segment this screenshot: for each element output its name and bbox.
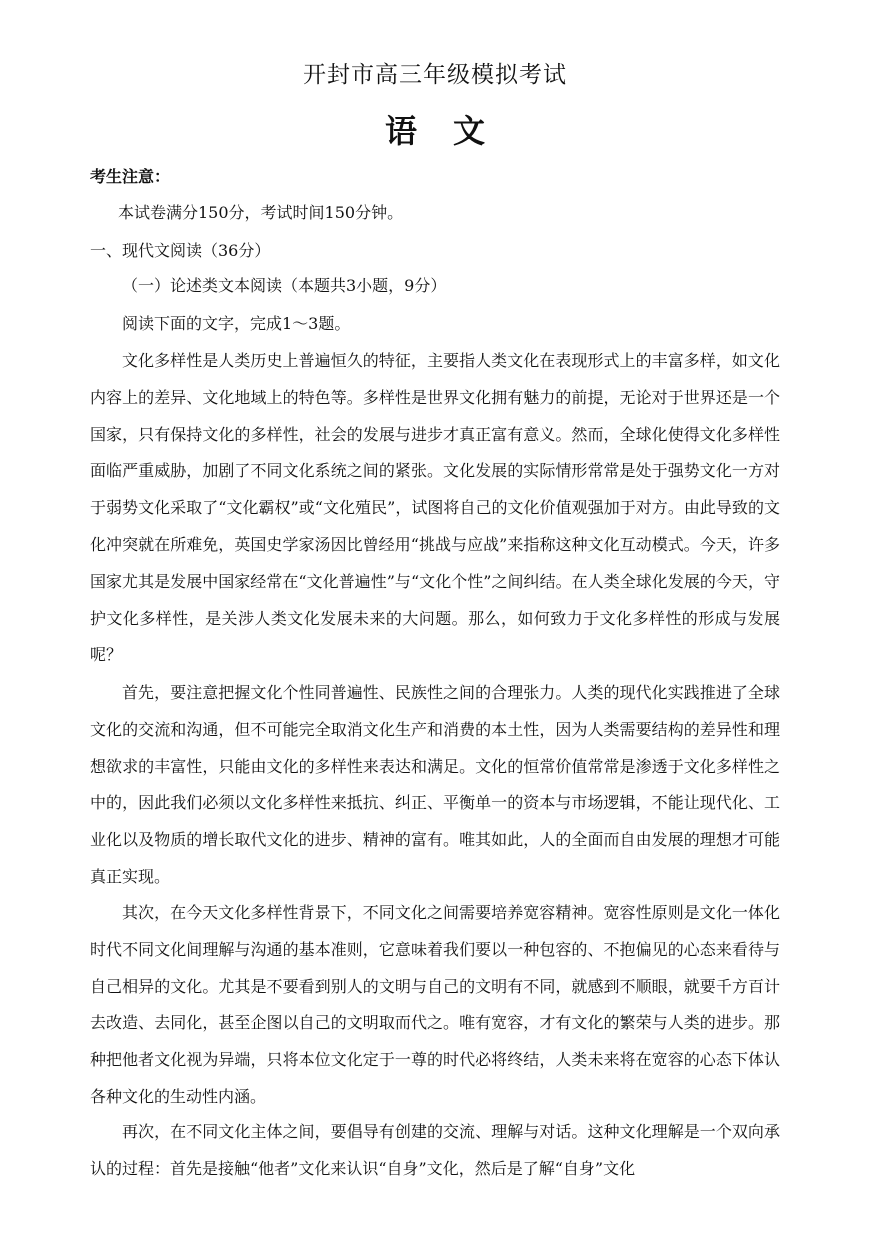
exam-title: 开封市高三年级模拟考试 <box>303 62 567 88</box>
passage-paragraph: 文化多样性是人类历史上普遍恒久的特征，主要指人类文化在表现形式上的丰富多样，如文化内容上的差异、文化地域上的特色等。多样性是世界文化拥有魅力的前提，无论对于世界还是一个国家，只有保持文化的多样性，社会的发展与进步才真正富有意义。然而，全球化使得文化多样性面临严重威胁，加剧了不同文化系统之间的紧张。文化发展的实际情形常常是处于强势文化一方对于弱势文化采取了“文化霸权”或“文化殖民”，试图将自己的文化价值观强加于对方。由此导致的文化冲突就在所难免，英国史学家汤因比曾经用“挑战与应战”来指称这种文化互动模式。今天，许多国家尤其是发展中国家经常在“文化普遍性”与“文化个性”之间纠结。在人类全球化发展的今天，守护文化多样性，是关涉人类文化发展未来的大问题。那么，如何致力于文化多样性的形成与发展呢？ <box>90 351 780 665</box>
score-info: 本试卷满分150分，考试时间150分钟。 <box>118 203 404 222</box>
passage-paragraph: 再次，在不同文化主体之间，要倡导有创建的交流、理解与对话。这种文化理解是一个双向承认的过程：首先是接触“他者”文化来认识“自身”文化，然后是了解“自身”文化 <box>90 1122 780 1178</box>
notice-label: 考生注意： <box>90 167 171 186</box>
subject-title: 语文 <box>384 112 521 150</box>
subsection-title: （一）论述类文本阅读（本题共3小题，9分） <box>122 276 447 295</box>
passage-paragraph: 首先，要注意把握文化个性同普遍性、民族性之间的合理张力。人类的现代化实践推进了全球文化的交流和沟通，但不可能完全取消文化生产和消费的本土性，因为人类需要结构的差异性和理想欲求的丰富性，只能由文化的多样性来表达和满足。文化的恒常价值常常是渗透于文化多样性之中的，因此我们必须以文化多样性来抵抗、纠正、平衡单一的资本与市场逻辑，不能让现代化、工业化以及物质的增长取代文化的进步、精神的富有。唯其如此，人的全面而自由发展的理想才可能真正实现。 <box>90 683 780 886</box>
passage-paragraph: 其次，在今天文化多样性背景下，不同文化之间需要培养宽容精神。宽容性原则是文化一体化时代不同文化间理解与沟通的基本准则，它意味着我们要以一种包容的、不抱偏见的心态来看待与自己相异的文化。尤其是不要看到别人的文明与自己的文明有不同，就感到不顺眼，就要千方百计去改造、去同化，甚至企图以自己的文明取而代之。唯有宽容，才有文化的繁荣与人类的进步。那种把他者文化视为异端，只将本位文化定于一尊的时代必将终结，人类未来将在宽容的心态下体认各种文化的生动性内涵。 <box>90 903 780 1106</box>
section-title: 一、现代文阅读（36分） <box>90 241 271 260</box>
reading-instruction: 阅读下面的文字，完成1～3题。 <box>122 314 351 333</box>
